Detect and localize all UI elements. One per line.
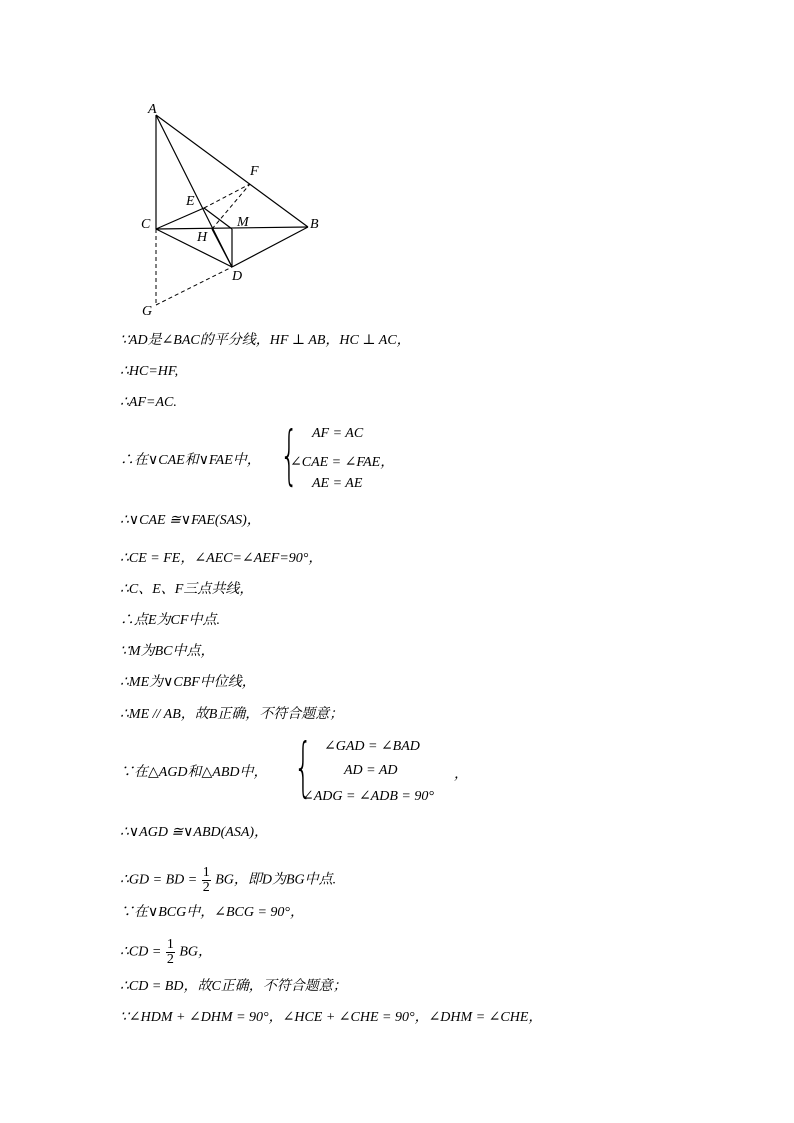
segment-GD — [156, 267, 232, 305]
segment-HD — [212, 229, 232, 267]
segment-EF — [204, 184, 250, 208]
fraction-denominator: 2 — [166, 952, 174, 967]
system-2-row-3: ∠ADG = ∠ADB = 90° — [302, 789, 434, 804]
text-line-13: ∴∨AGD ≅∨ABD(ASA)， — [120, 825, 269, 840]
label-A: A — [148, 102, 157, 117]
fraction-denominator: 2 — [202, 880, 210, 895]
label-M: M — [237, 215, 249, 230]
system-2-row-1: ∠GAD = ∠BAD — [324, 739, 420, 754]
line-14-part-a: ∴GD = BD = — [120, 872, 198, 888]
text-line-7: ∴C、E、F三点共线， — [120, 582, 254, 597]
left-brace: { — [294, 731, 313, 805]
text-line-2: ∴HC=HF, — [120, 364, 179, 379]
text-line-6: ∴CE = FE，∠AEC=∠AEF=90°， — [120, 551, 323, 566]
geometry-figure — [120, 95, 350, 325]
system-1-row-1: AF = AC — [312, 426, 364, 441]
fraction-one-half — [202, 866, 211, 895]
system-1-row-2: ∠CAE = ∠FAE， — [290, 455, 395, 470]
triangle-diagram — [120, 95, 350, 325]
left-brace: { — [280, 419, 299, 493]
fraction-numerator: 1 — [166, 937, 174, 952]
line-16-part-b: BG， — [179, 944, 212, 960]
label-E: E — [186, 194, 195, 209]
text-line-11: ∴ME // AB，故B正确，不符合题意； — [120, 707, 344, 722]
text-line-1: ∵AD是∠BAC的平分线，HF ⊥ AB，HC ⊥ AC， — [120, 333, 411, 348]
segment-CE — [156, 208, 204, 229]
text-line-4-prefix: ∴在∨CAE和∨FAE中， — [120, 453, 261, 468]
text-line-9: ∵M为BC中点， — [120, 644, 215, 659]
line-14-part-b: BG，即D为BG中点. — [215, 872, 337, 888]
text-line-18: ∵∠HDM + ∠DHM = 90°，∠HCE + ∠CHE = 90°，∠DHM = ∠CHE， — [120, 1010, 543, 1025]
system-2-row-2: AD = AD — [344, 763, 398, 778]
text-line-12-prefix: ∵在△AGD和△ABD中， — [120, 765, 268, 780]
line-16-part-a: ∴CD = — [120, 944, 162, 960]
label-H: H — [197, 230, 208, 245]
segment-CD — [156, 229, 232, 267]
label-D: D — [232, 269, 243, 284]
text-line-5: ∴∨CAE ≅∨FAE(SAS)， — [120, 513, 261, 528]
label-B: B — [310, 217, 319, 232]
system-2-suffix: ， — [454, 767, 468, 782]
label-C: C — [141, 217, 151, 232]
label-F: F — [250, 164, 259, 179]
segment-AB — [156, 115, 308, 227]
segment-DB — [232, 227, 308, 267]
text-line-3: ∴AF=AC. — [120, 395, 177, 410]
fraction-numerator: 1 — [202, 865, 210, 880]
text-line-17: ∴CD = BD，故C正确，不符合题意； — [120, 979, 347, 994]
text-line-16 — [120, 938, 212, 967]
text-line-15: ∵在∨BCG中，∠BCG = 90°， — [120, 905, 305, 920]
text-line-14 — [120, 866, 336, 895]
system-1-row-3: AE = AE — [312, 476, 363, 491]
fraction-one-half — [166, 938, 175, 967]
text-line-8: ∴点E为CF中点. — [120, 613, 220, 628]
label-G: G — [142, 304, 153, 319]
text-line-10: ∴ME为∨CBF中位线， — [120, 675, 256, 690]
